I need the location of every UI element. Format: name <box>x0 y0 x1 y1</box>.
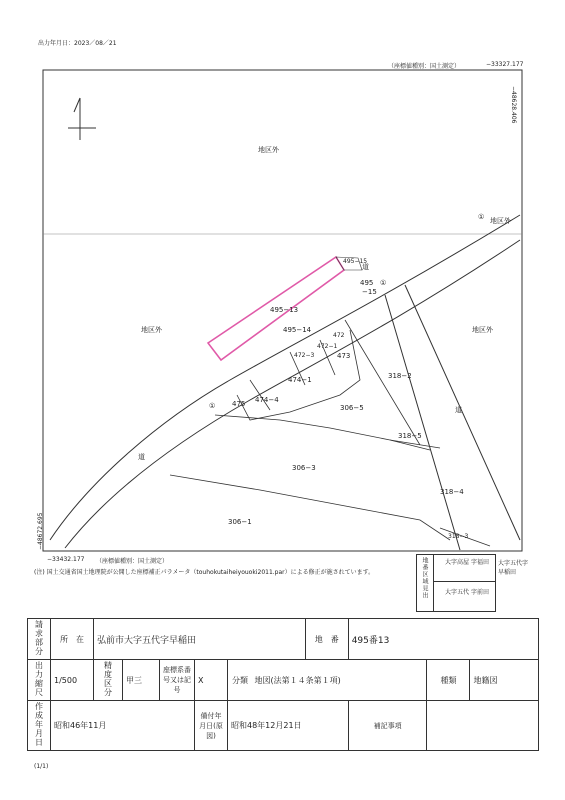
class-label: 分類 <box>232 675 248 685</box>
parcel-label-318-5: 318−5 <box>398 432 422 440</box>
parcel-label-306-5: 306−5 <box>340 404 364 412</box>
remarks-label: 補記事項 <box>348 701 427 751</box>
area-label-top: 地区外 <box>258 146 279 154</box>
left-edge-coord: −48672.695 <box>37 512 44 550</box>
legend-south-name: 大字五代 字前田 <box>445 589 489 596</box>
road-right-edge-b <box>405 285 520 540</box>
scale-label: 出力縮尺 <box>34 661 44 697</box>
road-label-left: 道 <box>138 453 145 461</box>
class-row-cell <box>228 660 427 701</box>
legend-label: 地番区域見出 <box>421 557 428 599</box>
made-label-cell <box>28 701 51 751</box>
page-number: (1/1) <box>34 763 49 770</box>
lot-area-legend <box>416 554 496 612</box>
attached-value: 昭和48年12月21日 <box>228 701 349 751</box>
type-value: 地籍図 <box>470 660 539 701</box>
request-label: 請求部分 <box>34 620 44 656</box>
north-arrow-icon <box>68 98 96 140</box>
legend-north-name: 大字高屋 字福田 <box>445 559 489 566</box>
scale-value: 1/500 <box>51 660 94 701</box>
parcel-label-475: 475 <box>232 400 246 408</box>
coord-label: 座標系番号又は記号 <box>160 660 195 701</box>
type-label: 種類 <box>427 660 470 701</box>
parcel-label-495: 495 <box>360 279 374 287</box>
road-label-right: 道 <box>455 406 462 414</box>
print-date: 出力年月日：2023／08／21 <box>38 40 117 47</box>
area-label-left: 地区外 <box>141 326 162 334</box>
precision-label-cell <box>94 660 123 701</box>
marker-left: ① <box>209 402 216 410</box>
precision-label: 精度区分 <box>103 661 113 697</box>
survey-note: （座標値種別：国土測定） <box>388 63 461 70</box>
parcel-306-3-boundary <box>170 475 450 540</box>
class-value: 地図(法第１４条第１項) <box>254 675 341 685</box>
parcel-label-15: −15 <box>362 288 377 296</box>
made-value: 昭和46年11月 <box>51 701 195 751</box>
made-label: 作成年月日 <box>34 702 44 747</box>
area-label-right-top: 地区外 <box>490 217 511 225</box>
parcel-label-318-2: 318−2 <box>388 372 412 380</box>
parcel-label-472-1: 472−1 <box>317 343 338 350</box>
parcel-label-306-3: 306−3 <box>292 464 316 472</box>
road-right-edge-a <box>385 295 460 550</box>
location-value: 弘前市大字五代字早稲田 <box>94 619 306 660</box>
attached-label: 備付年月日(原図) <box>195 701 228 751</box>
parcel-label-472-3: 472−3 <box>294 352 315 359</box>
marker-top-right: ① <box>478 213 485 221</box>
road-label-top: 道 <box>362 263 369 271</box>
coord-value: X <box>195 660 228 701</box>
marker-road: ① <box>380 279 387 287</box>
parcel-label-495-13: 495−13 <box>270 306 299 314</box>
parcel-label-318-4: 318−4 <box>440 488 464 496</box>
area-label-right: 地区外 <box>472 326 493 334</box>
precision-value: 甲三 <box>123 660 160 701</box>
parcel-label-318-3: 318−3 <box>448 533 469 540</box>
location-label: 所 在 <box>51 619 94 660</box>
parcel-label-474-4: 474−4 <box>255 396 279 404</box>
parcel-label-473: 473 <box>337 352 351 360</box>
parcel-label-495-15: 495−15 <box>343 258 368 265</box>
bottom-coord: −33432.177 <box>47 556 85 563</box>
footnote: (注) 国土交通省国土地理院が公開した座標補正パラメータ（touhokutaiheiyouoki2011.par）による修正が施されています。 <box>34 569 375 576</box>
parcel-label-474-1: 474−1 <box>288 376 312 384</box>
top-right-coord: −33327.177 <box>486 61 524 68</box>
info-table <box>27 618 539 751</box>
remarks-value <box>427 701 539 751</box>
right-edge-coord: −48628.406 <box>510 86 517 124</box>
scale-label-cell <box>28 660 51 701</box>
parcel-label-495-14: 495−14 <box>283 326 312 334</box>
bottom-note: （座標値種別：国土測定） <box>96 558 169 565</box>
lot-value: 495番13 <box>348 619 538 660</box>
parcel-label-306-1: 306−1 <box>228 518 252 526</box>
lot-label: 地 番 <box>305 619 348 660</box>
parcel-318-5-line <box>390 440 440 448</box>
parcel-label-472: 472 <box>333 332 345 339</box>
parcel-474-4-line <box>250 380 270 410</box>
request-label-cell <box>28 619 51 660</box>
legend-outside-name: 大字五代字 早稲田 <box>498 560 529 576</box>
